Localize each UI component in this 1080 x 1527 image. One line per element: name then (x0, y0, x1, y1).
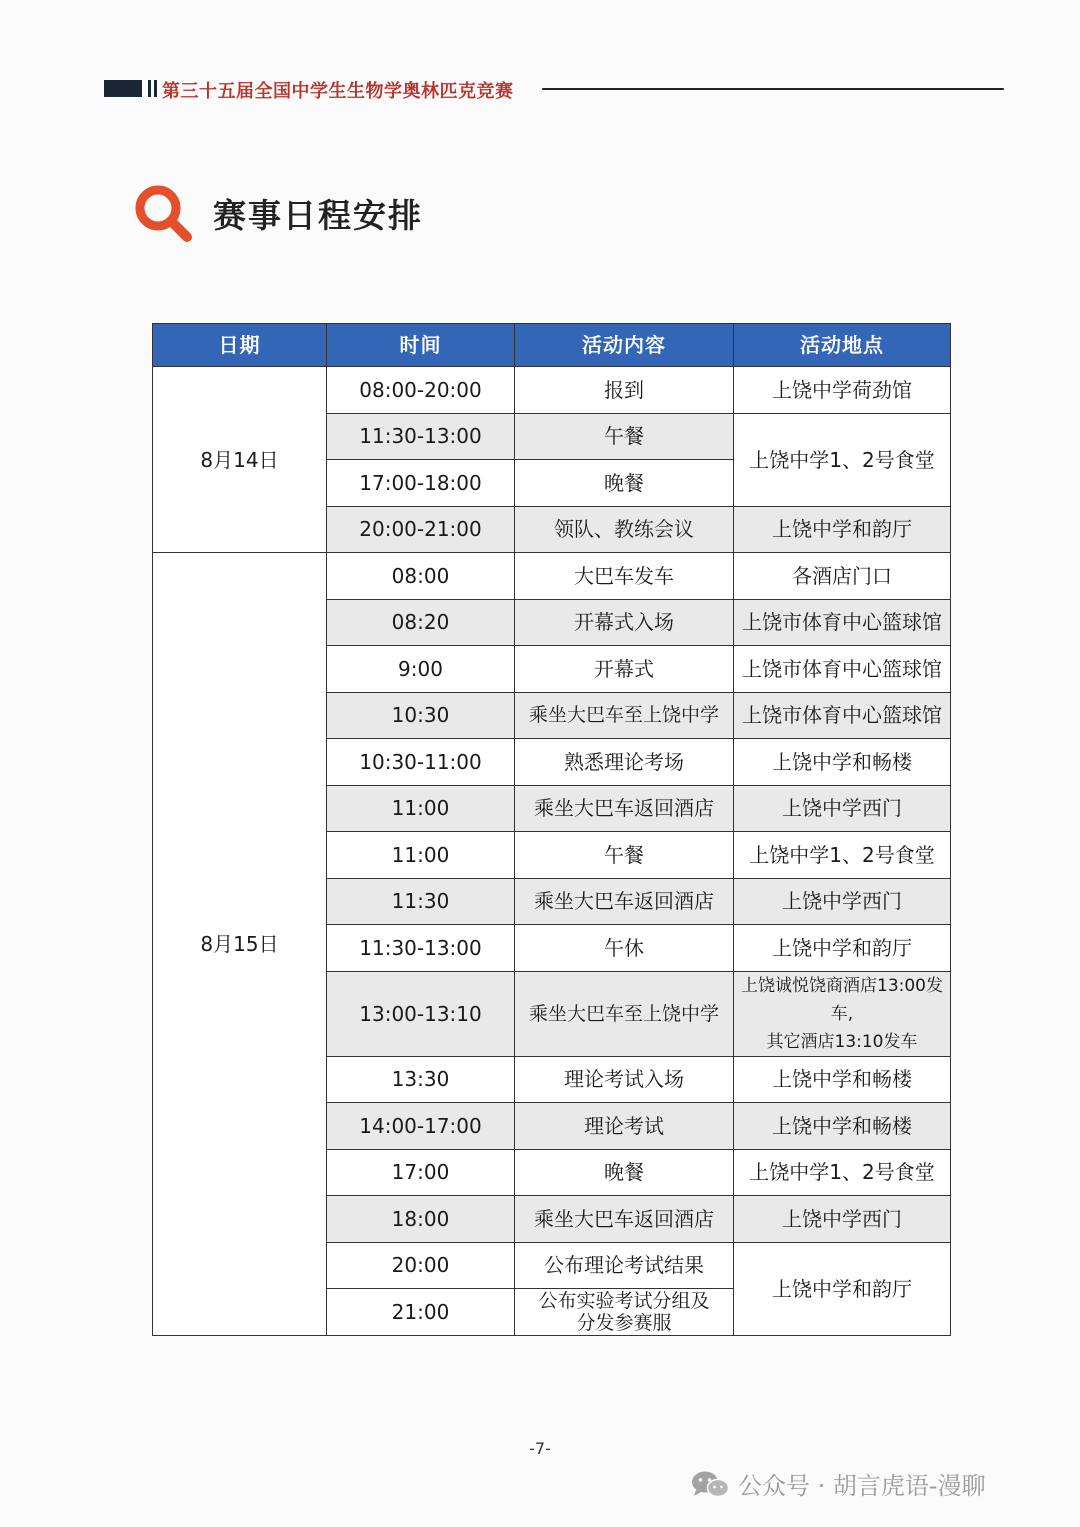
column-header-location: 活动地点 (734, 324, 951, 367)
date-cell: 8月15日 (153, 553, 327, 1336)
activity-cell: 熟悉理论考场 (515, 739, 734, 786)
activity-cell: 乘坐大巴车至上饶中学 (515, 971, 734, 1056)
document-header (104, 78, 1004, 100)
time-cell: 11:00 (327, 785, 515, 832)
header-rule (542, 88, 1004, 90)
activity-cell: 开幕式 (515, 646, 734, 693)
location-cell: 上饶中学1、2号食堂 (734, 1149, 951, 1196)
time-cell: 20:00 (327, 1242, 515, 1289)
location-cell: 上饶中学和韵厅 (734, 925, 951, 972)
activity-cell: 午休 (515, 925, 734, 972)
activity-cell: 午餐 (515, 832, 734, 879)
time-cell: 10:30 (327, 692, 515, 739)
table-row (153, 553, 951, 600)
activity-cell: 乘坐大巴车返回酒店 (515, 1196, 734, 1243)
time-cell: 08:00-20:00 (327, 367, 515, 414)
header-decor-tick (148, 80, 151, 97)
activity-line: 公布实验考试分组及 (538, 1289, 710, 1312)
schedule-table (152, 323, 951, 1336)
location-cell: 上饶中学和韵厅 (734, 1242, 951, 1335)
activity-line: 分发参赛服 (576, 1311, 672, 1334)
time-cell: 14:00-17:00 (327, 1103, 515, 1150)
time-cell: 17:00-18:00 (327, 460, 515, 507)
location-cell (734, 971, 951, 1056)
search-icon (133, 183, 195, 245)
location-cell: 上饶市体育中心篮球馆 (734, 692, 951, 739)
column-header-time: 时间 (327, 324, 515, 367)
column-header-activity: 活动内容 (515, 324, 734, 367)
activity-cell (515, 1289, 734, 1336)
wechat-icon (690, 1469, 730, 1499)
location-line: 其它酒店13:10发车 (766, 1031, 918, 1052)
watermark-text: 公众号 · 胡言虎语-漫聊 (738, 1472, 986, 1500)
location-cell: 上饶中学和韵厅 (734, 506, 951, 553)
location-cell: 上饶中学和畅楼 (734, 1056, 951, 1103)
time-cell: 17:00 (327, 1149, 515, 1196)
location-cell: 上饶中学西门 (734, 785, 951, 832)
location-cell: 各酒店门口 (734, 553, 951, 600)
location-cell: 上饶中学和畅楼 (734, 739, 951, 786)
table-row (153, 367, 951, 414)
column-header-date: 日期 (153, 324, 327, 367)
activity-cell: 领队、教练会议 (515, 506, 734, 553)
activity-cell: 乘坐大巴车返回酒店 (515, 785, 734, 832)
activity-cell: 乘坐大巴车至上饶中学 (515, 692, 734, 739)
location-cell: 上饶中学1、2号食堂 (734, 413, 951, 506)
time-cell: 13:30 (327, 1056, 515, 1103)
activity-cell: 大巴车发车 (515, 553, 734, 600)
time-cell: 08:20 (327, 599, 515, 646)
time-cell: 9:00 (327, 646, 515, 693)
location-cell: 上饶市体育中心篮球馆 (734, 646, 951, 693)
location-cell: 上饶中学荷劲馆 (734, 367, 951, 414)
location-line: 上饶诚悦饶商酒店13:00发车, (741, 975, 943, 1024)
time-cell: 08:00 (327, 553, 515, 600)
activity-cell: 理论考试入场 (515, 1056, 734, 1103)
activity-cell: 理论考试 (515, 1103, 734, 1150)
date-cell: 8月14日 (153, 367, 327, 553)
time-cell: 11:00 (327, 832, 515, 879)
location-cell: 上饶市体育中心篮球馆 (734, 599, 951, 646)
location-cell: 上饶中学1、2号食堂 (734, 832, 951, 879)
activity-cell: 报到 (515, 367, 734, 414)
time-cell: 18:00 (327, 1196, 515, 1243)
time-cell: 10:30-11:00 (327, 739, 515, 786)
activity-cell: 公布理论考试结果 (515, 1242, 734, 1289)
activity-cell: 乘坐大巴车返回酒店 (515, 878, 734, 925)
location-cell: 上饶中学西门 (734, 878, 951, 925)
table-header-row (153, 324, 951, 367)
time-cell: 20:00-21:00 (327, 506, 515, 553)
activity-cell: 午餐 (515, 413, 734, 460)
watermark (690, 1466, 986, 1501)
section-title: 赛事日程安排 (213, 196, 423, 235)
header-decor-tick (154, 80, 157, 97)
time-cell: 13:00-13:10 (327, 971, 515, 1056)
page-number: -7- (529, 1439, 551, 1458)
time-cell: 11:30 (327, 878, 515, 925)
location-cell: 上饶中学西门 (734, 1196, 951, 1243)
competition-title: 第三十五届全国中学生生物学奥林匹克竞赛 (162, 81, 514, 102)
activity-cell: 开幕式入场 (515, 599, 734, 646)
time-cell: 11:30-13:00 (327, 925, 515, 972)
activity-cell: 晚餐 (515, 460, 734, 507)
time-cell: 11:30-13:00 (327, 413, 515, 460)
header-decor-block (104, 80, 142, 97)
location-cell: 上饶中学和畅楼 (734, 1103, 951, 1150)
time-cell: 21:00 (327, 1289, 515, 1336)
activity-cell: 晚餐 (515, 1149, 734, 1196)
